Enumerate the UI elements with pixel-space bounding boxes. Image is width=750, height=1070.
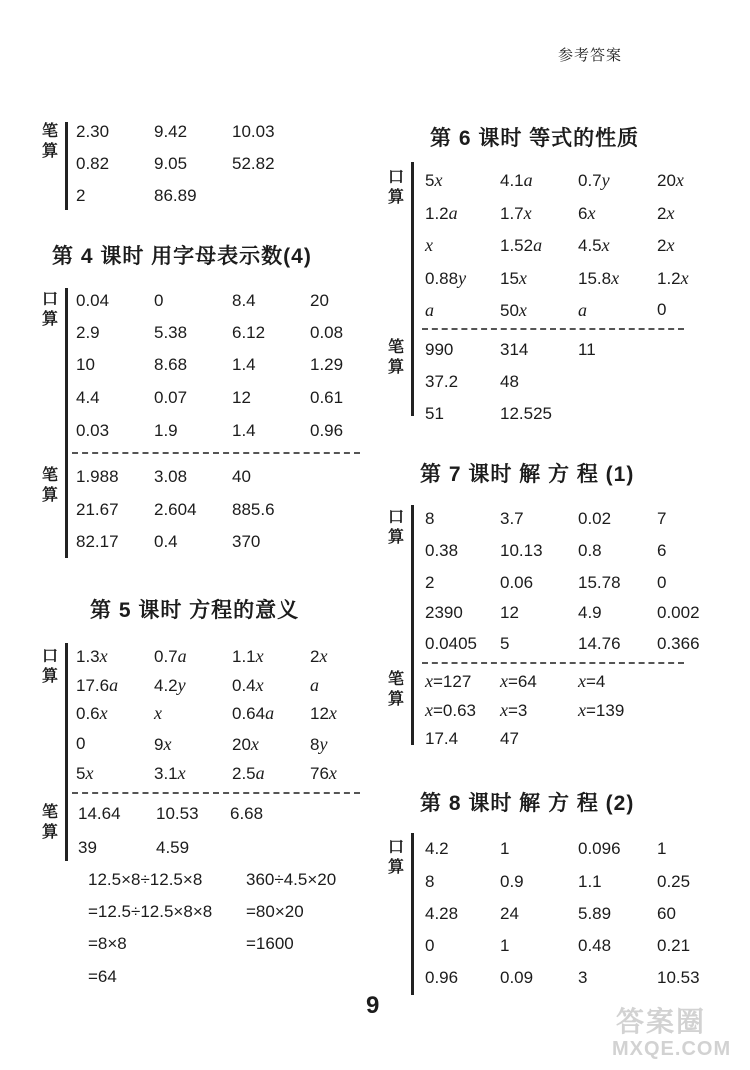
answer-cell: 990 xyxy=(425,340,454,359)
answer-cell: 51 xyxy=(425,404,444,423)
answer-cell: 86.89 xyxy=(154,186,197,205)
answer-cell: 5x xyxy=(76,763,94,783)
answer-cell: 40 xyxy=(232,467,251,486)
answer-cell: 2.604 xyxy=(154,500,197,519)
answer-cell: x=64 xyxy=(500,671,537,691)
label-char: 口 xyxy=(388,169,405,186)
answer-cell: 0 xyxy=(425,936,435,955)
answer-cell: 2x xyxy=(657,203,675,223)
section-divider xyxy=(72,452,360,454)
answer-cell: 0.4 xyxy=(154,532,178,551)
answer-cell: 1.1 xyxy=(578,872,602,891)
answer-cell: 20x xyxy=(232,734,259,754)
lesson-7-title: 第 7 课时 解 方 程 (1) xyxy=(420,463,635,486)
answer-cell: 0.21 xyxy=(657,936,691,955)
answer-cell: 37.2 xyxy=(425,372,459,391)
written-label xyxy=(388,670,408,710)
label-char: 算 xyxy=(42,668,59,685)
answer-cell: 4.5x xyxy=(578,235,610,255)
answer-cell: 5x xyxy=(425,170,443,190)
answer-cell: 360÷4.5×20 xyxy=(246,870,337,889)
answer-cell: 2.5a xyxy=(232,763,265,783)
answer-cell: =64 xyxy=(88,967,117,986)
answer-cell: 0 xyxy=(657,300,667,319)
answer-cell: 370 xyxy=(232,532,261,551)
written-label xyxy=(42,466,62,506)
label-char: 笔 xyxy=(42,804,59,821)
oral-label xyxy=(42,647,62,687)
label-char: 笔 xyxy=(42,467,59,484)
written-label xyxy=(388,338,408,378)
answer-cell: =80×20 xyxy=(246,902,304,921)
answer-cell: 1.4 xyxy=(232,355,256,374)
answer-cell: 0.8 xyxy=(578,541,602,560)
bracket-line xyxy=(65,643,68,861)
answer-cell: 4.2y xyxy=(154,675,186,695)
answer-cell: 6.12 xyxy=(232,323,266,342)
answer-cell: 0.03 xyxy=(76,421,110,440)
answer-cell: 20x xyxy=(657,170,684,190)
lesson-6-title: 第 6 课时 等式的性质 xyxy=(430,127,640,150)
answer-cell: 20 xyxy=(310,291,329,310)
bracket-line xyxy=(411,505,414,745)
answer-cell: x xyxy=(154,703,162,723)
answer-cell: 2x xyxy=(310,646,328,666)
answer-cell: x xyxy=(425,235,433,255)
answer-cell: 1 xyxy=(657,839,667,858)
answer-cell: 1.29 xyxy=(310,355,344,374)
answer-cell: 76x xyxy=(310,763,337,783)
label-char: 算 xyxy=(388,859,405,876)
answer-cell: 2 xyxy=(76,186,86,205)
answer-cell: 3.1x xyxy=(154,763,186,783)
answer-cell: 2.9 xyxy=(76,323,100,342)
bracket-line xyxy=(65,288,68,558)
answer-cell: 0.366 xyxy=(657,634,700,653)
answer-cell: 0.61 xyxy=(310,388,344,407)
answer-cell: 2 xyxy=(425,573,435,592)
answer-cell: 15.8x xyxy=(578,268,620,288)
answer-cell: 0.08 xyxy=(310,323,344,342)
answer-cell: 12.5×8÷12.5×8 xyxy=(88,870,203,889)
label-char: 算 xyxy=(388,189,405,206)
answer-cell: 0.88y xyxy=(425,268,467,288)
answer-cell: 39 xyxy=(78,838,97,857)
answer-cell: 3.7 xyxy=(500,509,524,528)
answer-cell: 0.64a xyxy=(232,703,275,723)
answer-cell: 2.30 xyxy=(76,122,110,141)
answer-cell: a xyxy=(310,675,319,695)
answer-cell: 0.82 xyxy=(76,154,110,173)
answer-cell: x=3 xyxy=(500,700,528,720)
section-divider xyxy=(422,328,684,330)
answer-cell: x=4 xyxy=(578,671,606,691)
answer-cell: 1 xyxy=(500,936,510,955)
label-char: 口 xyxy=(42,291,59,308)
answer-cell: 17.6a xyxy=(76,675,119,695)
answer-cell: 4.1a xyxy=(500,170,533,190)
answer-cell: 5.38 xyxy=(154,323,188,342)
answer-cell: 0.07 xyxy=(154,388,188,407)
answer-cell: 6.68 xyxy=(230,804,264,823)
answer-cell: 48 xyxy=(500,372,519,391)
written-label xyxy=(42,803,62,843)
section-divider xyxy=(422,662,684,664)
answer-cell: =12.5÷12.5×8×8 xyxy=(88,902,213,921)
answer-cell: 1.1x xyxy=(232,646,264,666)
answer-cell: 0.7a xyxy=(154,646,187,666)
answer-cell: 12 xyxy=(232,388,251,407)
answer-cell: 4.9 xyxy=(578,603,602,622)
answer-cell: 3 xyxy=(578,968,588,987)
answer-cell: 1.3x xyxy=(76,646,108,666)
page-number: 9 xyxy=(366,992,380,1019)
answer-cell: 1.2x xyxy=(657,268,689,288)
answer-cell: 10.53 xyxy=(156,804,199,823)
label-char: 口 xyxy=(388,839,405,856)
answer-cell: x=127 xyxy=(425,671,472,691)
answer-cell: 50x xyxy=(500,300,527,320)
answer-cell: 0.25 xyxy=(657,872,691,891)
answer-cell: 6 xyxy=(657,541,667,560)
header-title: 参考答案 xyxy=(558,47,623,64)
answer-cell: 0.9 xyxy=(500,872,524,891)
answer-cell: 0.096 xyxy=(578,839,621,858)
answer-cell: 14.64 xyxy=(78,804,121,823)
label-char: 笔 xyxy=(388,339,405,356)
answer-cell: 15.78 xyxy=(578,573,621,592)
answer-cell: x=139 xyxy=(578,700,625,720)
oral-label xyxy=(388,508,408,548)
answer-cell: 60 xyxy=(657,904,676,923)
watermark-url: MXQE.COM xyxy=(612,1038,732,1060)
oral-label xyxy=(388,838,408,878)
bracket-line xyxy=(411,833,414,995)
label-char: 算 xyxy=(42,487,59,504)
answer-cell: 10 xyxy=(76,355,95,374)
answer-cell: 0.96 xyxy=(310,421,344,440)
answer-cell: 1.9 xyxy=(154,421,178,440)
answer-cell: 4.4 xyxy=(76,388,100,407)
answer-cell: 21.67 xyxy=(76,500,119,519)
lesson-4-title: 第 4 课时 用字母表示数(4) xyxy=(52,245,312,268)
answer-cell: 5 xyxy=(500,634,510,653)
lesson-5-title: 第 5 课时 方程的意义 xyxy=(90,599,300,622)
answer-cell: 0.09 xyxy=(500,968,534,987)
answer-cell: 0.38 xyxy=(425,541,459,560)
label-char: 算 xyxy=(388,359,405,376)
label-char: 笔 xyxy=(388,671,405,688)
answer-cell: 8 xyxy=(425,509,435,528)
answer-cell: 0.0405 xyxy=(425,634,477,653)
answer-cell: 2x xyxy=(657,235,675,255)
answer-cell: 1 xyxy=(500,839,510,858)
answer-cell: 4.28 xyxy=(425,904,459,923)
answer-cell: 3.08 xyxy=(154,467,188,486)
answer-cell: 10.53 xyxy=(657,968,700,987)
watermark-logo xyxy=(612,1000,742,1066)
label-char: 算 xyxy=(42,311,59,328)
label-char: 算 xyxy=(388,529,405,546)
answer-cell: 0.7y xyxy=(578,170,610,190)
answer-cell: 1.2a xyxy=(425,203,458,223)
label-char: 口 xyxy=(42,648,59,665)
answer-cell: 17.4 xyxy=(425,729,459,748)
answer-cell: 0 xyxy=(657,573,667,592)
written-label xyxy=(42,122,62,162)
oral-label xyxy=(388,168,408,208)
answer-cell: 314 xyxy=(500,340,529,359)
answer-cell: 0.4x xyxy=(232,675,264,695)
answer-cell: 8 xyxy=(425,872,435,891)
answer-cell: 12.525 xyxy=(500,404,552,423)
answer-cell: 82.17 xyxy=(76,532,119,551)
answer-cell: 0.48 xyxy=(578,936,612,955)
answer-cell: 0.6x xyxy=(76,703,108,723)
answer-cell: 15x xyxy=(500,268,527,288)
answer-cell: 1.4 xyxy=(232,421,256,440)
answer-cell: 5.89 xyxy=(578,904,612,923)
answer-cell: 12x xyxy=(310,703,337,723)
answer-cell: 2390 xyxy=(425,603,463,622)
answer-cell: 1.52a xyxy=(500,235,543,255)
answer-cell: 0.02 xyxy=(578,509,612,528)
section-divider xyxy=(72,792,360,794)
answer-cell: 7 xyxy=(657,509,667,528)
answer-cell: 9.42 xyxy=(154,122,188,141)
answer-cell: 52.82 xyxy=(232,154,275,173)
answer-cell: 4.59 xyxy=(156,838,190,857)
label-char: 算 xyxy=(42,143,59,160)
oral-label xyxy=(42,290,62,330)
answer-cell: 0.06 xyxy=(500,573,534,592)
watermark-text: 答案圈 xyxy=(616,1006,707,1037)
answer-cell: 4.2 xyxy=(425,839,449,858)
answer-cell: 8.68 xyxy=(154,355,188,374)
bracket-line xyxy=(411,162,414,416)
answer-cell: 47 xyxy=(500,729,519,748)
label-char: 算 xyxy=(388,691,405,708)
answer-cell: 14.76 xyxy=(578,634,621,653)
answer-cell: 0.002 xyxy=(657,603,700,622)
answer-cell: 8y xyxy=(310,734,328,754)
answer-cell: 11 xyxy=(578,340,596,359)
answer-cell: 885.6 xyxy=(232,500,275,519)
label-char: 口 xyxy=(388,509,405,526)
answer-cell: 24 xyxy=(500,904,519,923)
lesson-8-title: 第 8 课时 解 方 程 (2) xyxy=(420,792,635,815)
label-char: 笔 xyxy=(42,123,59,140)
label-char: 算 xyxy=(42,824,59,841)
answer-cell: =8×8 xyxy=(88,934,127,953)
answer-cell: 10.13 xyxy=(500,541,543,560)
answer-cell: 12 xyxy=(500,603,519,622)
answer-cell: 10.03 xyxy=(232,122,275,141)
answer-cell: 8.4 xyxy=(232,291,256,310)
answer-cell: 9x xyxy=(154,734,172,754)
answer-cell: x=0.63 xyxy=(425,700,477,720)
answer-cell: a xyxy=(425,300,434,320)
answer-cell: 6x xyxy=(578,203,596,223)
answer-cell: 1.988 xyxy=(76,467,119,486)
answer-cell: =1600 xyxy=(246,934,294,953)
answer-cell: 9.05 xyxy=(154,154,188,173)
answer-cell: 0 xyxy=(76,734,86,753)
answer-cell: a xyxy=(578,300,587,320)
answer-cell: 1.7x xyxy=(500,203,532,223)
answer-cell: 0.96 xyxy=(425,968,459,987)
answer-cell: 0.04 xyxy=(76,291,110,310)
bracket-line xyxy=(65,122,68,210)
answer-cell: 0 xyxy=(154,291,164,310)
